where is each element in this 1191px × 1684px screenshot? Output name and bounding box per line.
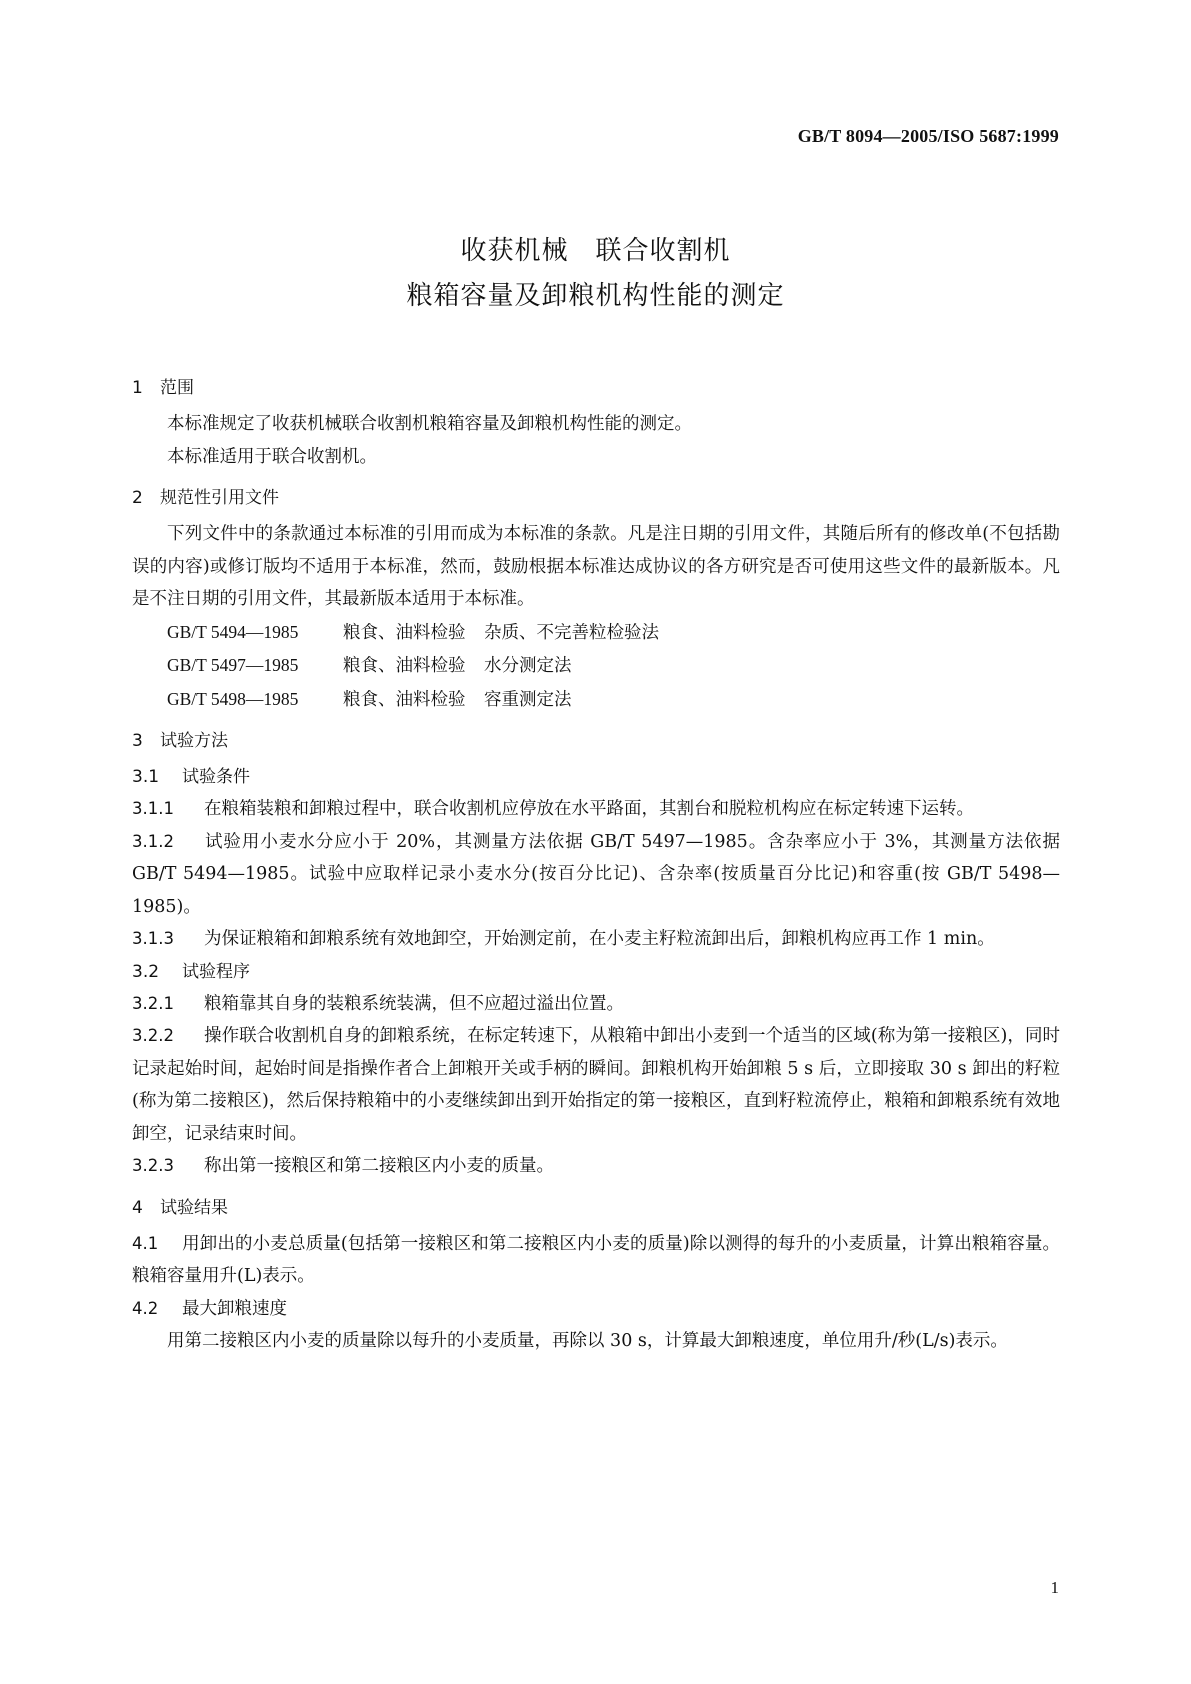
- clause-number: 4.1: [132, 1233, 159, 1253]
- paragraph: 本标准适用于联合收割机。: [167, 446, 377, 467]
- clause-text: 用卸出的小麦总质量(包括第一接粮区和第二接粮区内小麦的质量)除以测得的每升的小麦质量，计算出粮箱容量。粮箱容量用升(L)表示。: [132, 1233, 1060, 1286]
- reference-item: [132, 649, 1060, 683]
- clause-text: 为保证粮箱和卸粮系统有效地卸空，开始测定前，在小麦主籽粒流卸出后，卸粮机构应再工作 1 min。: [204, 929, 995, 949]
- document-title-line-2: 粮箱容量及卸粮机构性能的测定: [406, 281, 785, 311]
- paragraph: 用第二接粮区内小麦的质量除以每升的小麦质量，再除以 30 s，计算最大卸粮速度，单位用升/秒(L/s)表示。: [167, 1331, 1008, 1351]
- standard-code: GB/T 8094—2005/ISO 5687:1999: [797, 126, 1059, 146]
- section-number: 4: [132, 1197, 143, 1218]
- subsection-title: 试验条件: [182, 767, 250, 787]
- section-title: 试验结果: [160, 1197, 228, 1218]
- reference-code: GB/T 5494—1985: [167, 621, 299, 642]
- reference-title: 容重测定法: [484, 689, 572, 710]
- clause-text: 试验用小麦水分应小于 20%，其测量方法依据 GB/T 5497—1985。含杂率应小于 3%，其测量方法依据 GB/T 5494—1985。试验中应取样记录小麦水分(按百分比记)、含杂率(按质量百分比记)和容重(按 GB/T 5498—1985)。: [132, 831, 1060, 917]
- clause-number: 4.2: [132, 1298, 159, 1318]
- clause-title: 最大卸粮速度: [182, 1298, 287, 1319]
- clause-4-2-heading: [132, 1293, 1060, 1326]
- subsection-3-2-heading: [132, 956, 1060, 988]
- subsection-number: 3.1: [132, 767, 160, 787]
- clause-3-2-3: [132, 1150, 1060, 1183]
- clause-4-1: [132, 1228, 1060, 1293]
- section-title: 试验方法: [160, 731, 228, 751]
- reference-code: GB/T 5498—1985: [167, 688, 299, 709]
- clause-3-1-2: [132, 826, 1060, 924]
- reference-category: 粮食、油料检验: [343, 622, 466, 643]
- reference-item: [132, 616, 1060, 650]
- clause-text: 操作联合收割机自身的卸粮系统，在标定转速下，从粮箱中卸出小麦到一个适当的区域(称为第一接粮区)，同时记录起始时间，起始时间是指操作者合上卸粮开关或手柄的瞬间。卸粮机构开始卸粮 5 s 后，立即接取 30 s 卸出的籽粒(称为第二接粮区)，然后保持粮箱中的小麦继续卸出到开始指定的第一接粮区，直到籽粒流停止，粮箱和卸粮系统有效地卸空，记录结束时间。: [132, 1026, 1060, 1144]
- reference-code: GB/T 5497—1985: [167, 655, 299, 675]
- subsection-number: 3.2: [132, 961, 160, 982]
- clause-text: 在粮箱装粮和卸粮过程中，联合收割机应停放在水平路面，其割台和脱粒机构应在标定转速下运转。: [204, 799, 974, 819]
- section-title: 范围: [160, 378, 194, 398]
- reference-category: 粮食、油料检验: [343, 689, 466, 710]
- reference-title: 杂质、不完善粒检验法: [484, 622, 659, 643]
- clause-number: 3.1.3: [132, 929, 174, 948]
- page-number: 1: [1050, 1578, 1059, 1597]
- section-number: 2: [132, 488, 143, 508]
- paragraph: 下列文件中的条款通过本标准的引用而成为本标准的条款。凡是注日期的引用文件，其随后所有的修改单(不包括勘误的内容)或修订版均不适用于本标准，然而，鼓励根据本标准达成协议的各方研究是否可使用这些文件的最新版本。凡是不注日期的引用文件，其最新版本适用于本标准。: [132, 524, 1060, 609]
- clause-number: 3.1.2: [132, 831, 174, 851]
- clause-3-2-1: [132, 988, 1060, 1021]
- clause-text: 称出第一接粮区和第二接粮区内小麦的质量。: [204, 1156, 554, 1176]
- clause-number: 3.2.2: [132, 1026, 174, 1045]
- subsection-3-1-heading: [132, 761, 1060, 793]
- section-2-heading: [132, 482, 1060, 515]
- subsection-title: 试验程序: [182, 961, 250, 982]
- reference-title: 水分测定法: [484, 656, 572, 676]
- section-title: 规范性引用文件: [160, 488, 279, 508]
- clause-number: 3.2.3: [132, 1156, 174, 1175]
- clause-number: 3.1.1: [132, 799, 174, 818]
- document-body: [132, 372, 1060, 1358]
- clause-3-2-2: [132, 1020, 1060, 1150]
- clause-3-1-3: [132, 923, 1060, 956]
- paragraph: 本标准规定了收获机械联合收割机粮箱容量及卸粮机构性能的测定。: [167, 414, 692, 434]
- section-number: 3: [132, 731, 143, 751]
- document-title-line-1: 收获机械 联合收割机: [460, 236, 731, 266]
- section-number: 1: [132, 378, 143, 398]
- reference-category: 粮食、油料检验: [343, 656, 466, 676]
- reference-item: [132, 683, 1060, 717]
- clause-3-1-1: [132, 793, 1060, 826]
- section-3-heading: [132, 725, 1060, 758]
- section-4-heading: [132, 1192, 1060, 1225]
- section-1-heading: [132, 372, 1060, 405]
- clause-number: 3.2.1: [132, 993, 174, 1013]
- clause-text: 粮箱靠其自身的装粮系统装满，但不应超过溢出位置。: [204, 993, 624, 1014]
